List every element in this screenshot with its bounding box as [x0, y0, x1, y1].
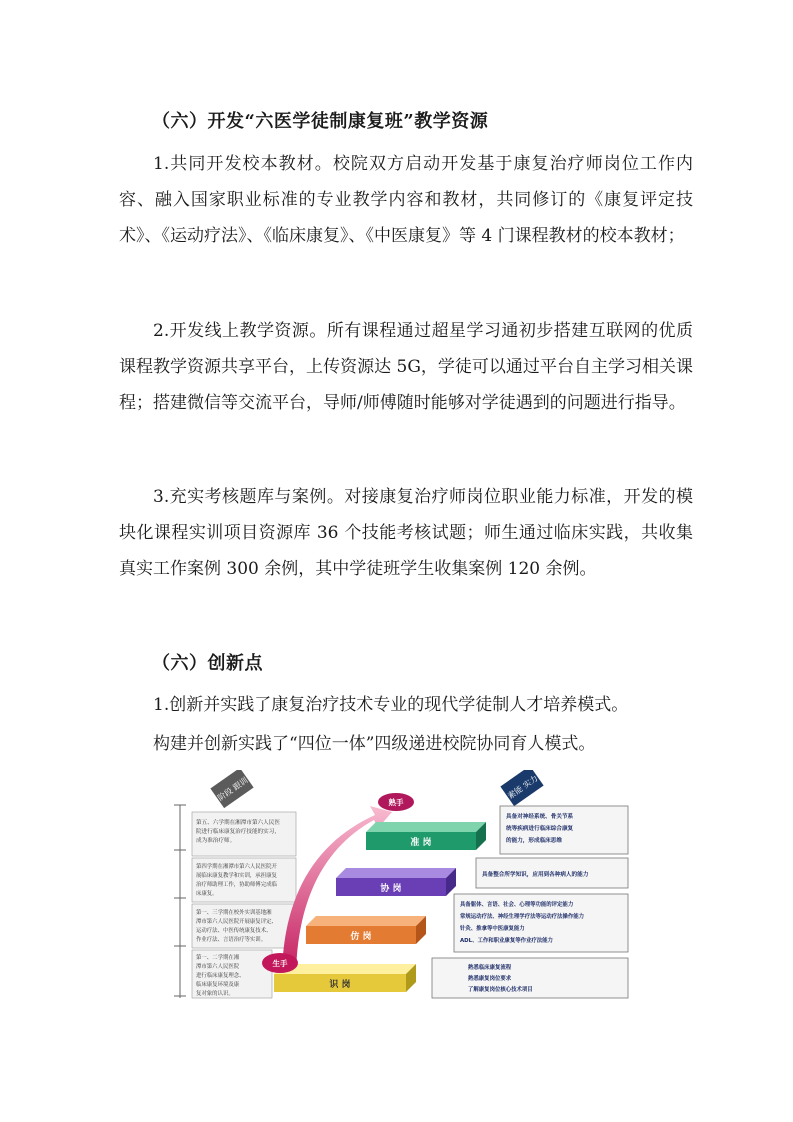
svg-text:素能 实力: 素能 实力	[506, 773, 540, 801]
svg-text:具备整合所学知识，应用到各种病人的能力: 具备整合所学知识，应用到各种病人的能力	[482, 872, 589, 878]
svg-text:常规运动疗法、神经生理学疗法等运动疗法操作能力: 常规运动疗法、神经生理学疗法等运动疗法操作能力	[460, 914, 584, 920]
svg-text:仿 岗: 仿 岗	[350, 932, 372, 942]
svg-text:床康复。: 床康复。	[196, 891, 218, 897]
svg-text:潭市第六人民医院开展康复评定、: 潭市第六人民医院开展康复评定、	[196, 919, 277, 925]
svg-text:具备对神经系统、骨关节系: 具备对神经系统、骨关节系	[506, 814, 574, 820]
step-fanggang	[306, 916, 426, 944]
stage-box-2	[192, 858, 296, 902]
diagram-svg	[170, 770, 638, 1002]
svg-text:复对象的认识。: 复对象的认识。	[196, 991, 234, 997]
svg-text:阶段 跟训: 阶段 跟训	[216, 775, 250, 803]
svg-text:临床康复环境及康: 临床康复环境及康	[196, 982, 240, 988]
svg-text:第五、六学期在湘潭市第六人民医: 第五、六学期在湘潭市第六人民医	[196, 820, 280, 826]
svg-text:生手: 生手	[272, 959, 288, 968]
svg-text:院进行临床康复治疗技能的实习，: 院进行临床康复治疗技能的实习，	[196, 829, 280, 835]
training-model-diagram	[170, 770, 638, 1002]
svg-text:潭市第六人民医院: 潭市第六人民医院	[196, 964, 240, 970]
svg-text:治疗师助理工作，协助师傅完成临: 治疗师助理工作，协助师傅完成临	[196, 882, 277, 888]
stage-box-4	[192, 950, 272, 998]
svg-text:ADL、工作和职业康复等作业疗法能力: ADL、工作和职业康复等作业疗法能力	[460, 938, 553, 944]
stage-box-1	[192, 812, 296, 856]
section-heading-innovation: （六）创新点	[152, 653, 263, 674]
svg-text:第一、二学期在湘: 第一、二学期在湘	[196, 955, 240, 961]
svg-text:具备躯体、言语、社会、心理等功能的评定能力: 具备躯体、言语、社会、心理等功能的评定能力	[460, 902, 574, 908]
step-xiegang	[336, 868, 456, 896]
ability-box-2	[476, 858, 628, 888]
svg-text:熟悉康复岗位要求: 熟悉康复岗位要求	[468, 976, 512, 982]
svg-text:识 岗: 识 岗	[329, 980, 351, 990]
step-zhungang	[366, 822, 486, 850]
right-header	[500, 770, 543, 806]
paragraph-online-resources: 2.开发线上教学资源。所有课程通过超星学习通初步搭建互联网的优质课程教学资源共享平台，上传资源达 5G，学徒可以通过平台自主学习相关课程；搭建微信等交流平台，导师/师傅随时能够对学徒遇到的问题进行指导。	[119, 321, 693, 413]
start-label-badge	[262, 953, 298, 973]
svg-text:统等疾病进行临床综合康复: 统等疾病进行临床综合康复	[506, 826, 574, 832]
svg-text:针灸、推拿等中医康复能力: 针灸、推拿等中医康复能力	[460, 926, 525, 932]
section-heading-teaching-resources: （六）开发“六医学徒制康复班”教学资源	[152, 111, 489, 132]
paragraph-textbooks: 1.共同开发校本教材。校院双方启动开发基于康复治疗师岗位工作内容、融入国家职业标准的专业教学内容和教材，共同修订的《康复评定技术》、《运动疗法》、《临床康复》、《中医康复》等 4 门课程教材的校本教材；	[119, 154, 693, 246]
svg-text:进行临床康复理念、: 进行临床康复理念、	[196, 973, 245, 979]
innovation-line-1: 1.创新并实践了康复治疗技术专业的现代学徒制人才培养模式。	[153, 695, 629, 715]
stage-box-3	[192, 904, 296, 948]
svg-text:成为准治疗师。: 成为准治疗师。	[196, 838, 236, 844]
svg-text:了解康复岗位核心技术项目: 了解康复岗位核心技术项目	[468, 987, 533, 993]
svg-text:的能力，形成临床思维: 的能力，形成临床思维	[506, 838, 562, 844]
innovation-line-2: 构建并创新实践了“四位一体”四级递进校院协同育人模式。	[153, 734, 596, 754]
svg-text:熟手: 熟手	[388, 798, 404, 807]
svg-text:第四学期在湘潭市第六人民医院开: 第四学期在湘潭市第六人民医院开	[196, 864, 277, 870]
svg-text:协 岗: 协 岗	[380, 884, 402, 894]
ability-box-1	[500, 806, 628, 854]
ability-box-3	[454, 894, 628, 952]
svg-text:运动疗法、中医传统康复技术、: 运动疗法、中医传统康复技术、	[196, 928, 272, 934]
svg-text:准 岗: 准 岗	[410, 838, 432, 848]
left-header	[210, 770, 253, 808]
svg-text:展临床康复教学和实训，承担康复: 展临床康复教学和实训，承担康复	[196, 873, 277, 879]
svg-text:第一、三学期在校外实训基地湘: 第一、三学期在校外实训基地湘	[196, 910, 272, 916]
ability-box-4	[432, 958, 628, 998]
svg-text:作业疗法、言语治疗等实训。: 作业疗法、言语治疗等实训。	[196, 937, 267, 943]
paragraph-question-bank: 3.充实考核题库与案例。对接康复治疗师岗位职业能力标准，开发的模块化课程实训项目资源库 36 个技能考核试题；师生通过临床实践，共收集真实工作案例 300 余例，其中学徒班学生收集案例 120 余例。	[119, 487, 693, 579]
svg-text:熟悉临床康复流程: 熟悉临床康复流程	[468, 965, 512, 971]
end-label-badge	[378, 793, 414, 811]
